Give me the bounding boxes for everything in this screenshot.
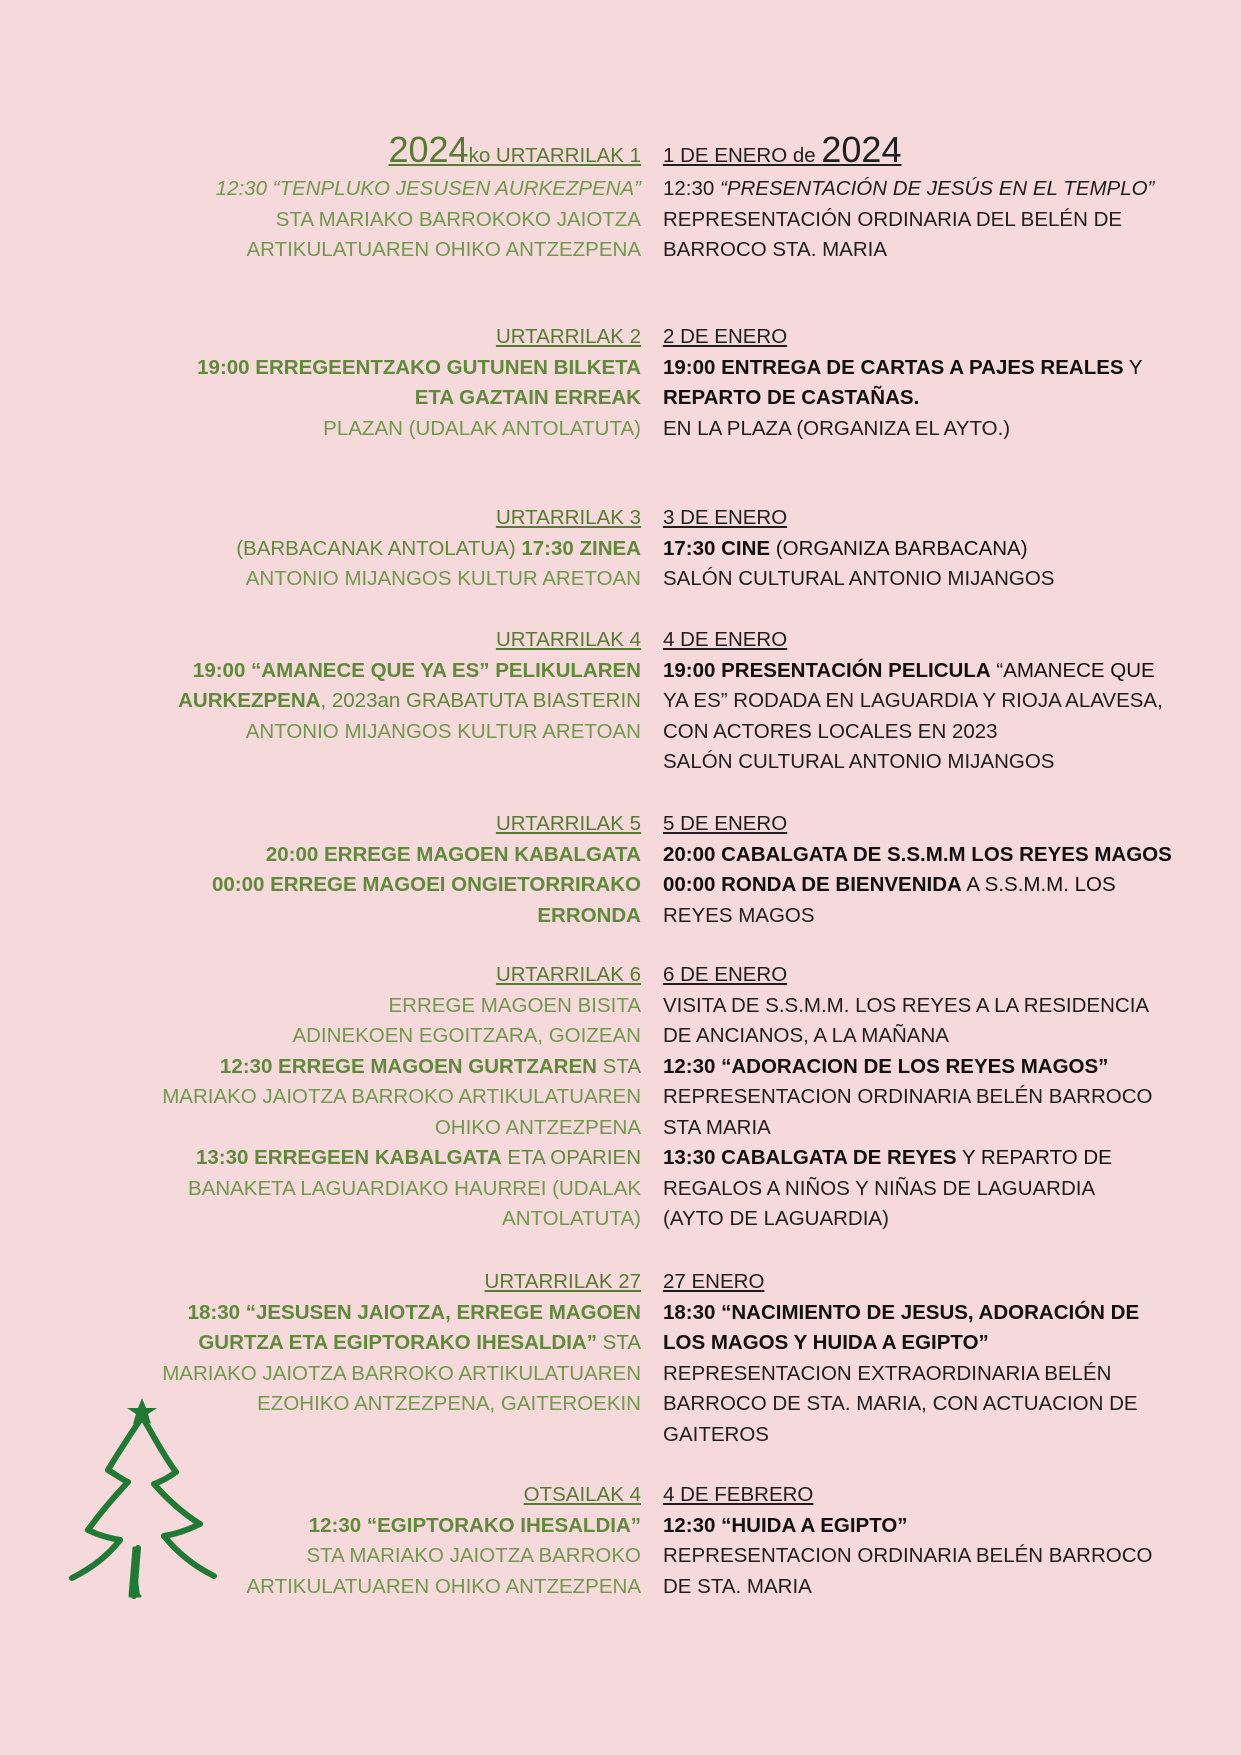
date-heading: [81, 1267, 641, 1298]
event-text-line: [81, 414, 641, 445]
event-text-line: [663, 353, 1183, 384]
event-text: (BARBACANAK ANTOLATUA): [236, 536, 522, 560]
basque-column: [81, 129, 641, 266]
event-text: REPRESENTACION ORDINARIA BELÉN BARROCO: [663, 1085, 1153, 1108]
event-text-line: [81, 235, 641, 266]
spanish-column: [663, 503, 1183, 595]
event-text-line: [81, 1359, 641, 1390]
event-text-line: [663, 205, 1183, 236]
event-highlight-text: 13:30 CABALGATA DE REYES: [663, 1146, 957, 1169]
event-text-line: [81, 564, 641, 595]
event-text-line: [663, 1420, 1183, 1451]
spanish-column: [663, 1480, 1183, 1602]
event-highlight-text: AURKEZPENA: [178, 689, 321, 712]
event-text: 27 ENERO: [663, 1270, 765, 1293]
event-text-line: [81, 1204, 641, 1235]
event-text-line: [663, 686, 1183, 717]
year-text: 2024: [821, 129, 902, 170]
spanish-column: [663, 625, 1183, 778]
event-text: STA MARIAKO BARROKOKO JAIOTZA: [275, 207, 641, 231]
date-heading: [663, 625, 1183, 656]
event-text-line: [81, 1113, 641, 1144]
event-text-line: [81, 1174, 641, 1205]
event-text-line: [663, 717, 1183, 748]
event-text: OHIKO ANTZEZPENA: [434, 1115, 641, 1139]
event-text-line: [663, 1389, 1183, 1420]
event-text: BARROCO DE STA. MARIA, CON ACTUACION DE: [663, 1392, 1138, 1415]
event-text-line: [663, 1082, 1183, 1113]
event-text: OTSAILAK 4: [523, 1483, 641, 1506]
event-text-line: [663, 991, 1183, 1022]
event-text: ARTIKULATUAREN OHIKO ANTZEZPENA: [246, 238, 641, 261]
spanish-column: [663, 1267, 1183, 1450]
date-heading: [81, 625, 641, 656]
date-heading: [663, 129, 1183, 174]
date-heading: [81, 960, 641, 991]
spanish-column: [663, 129, 1183, 266]
event-highlight-text: ERRONDA: [537, 903, 641, 927]
date-heading: [663, 1480, 1183, 1511]
event-highlight-text: 18:30 “JESUSEN JAIOTZA, ERREGE MAGOEN: [187, 1300, 641, 1324]
event-text-line: [81, 534, 641, 565]
event-highlight-text: 17:30 ZINEA: [521, 536, 641, 560]
event-text-line: [81, 901, 641, 932]
event-text: URTARRILAK 2: [495, 325, 641, 348]
event-text: URTARRILAK 3: [495, 506, 641, 529]
event-text: STA: [596, 1331, 641, 1354]
event-title-italic: “PRESENTACIÓN DE JESÚS EN EL TEMPLO”: [720, 177, 1155, 200]
event-text-line: [663, 840, 1183, 871]
event-text-line: [663, 1359, 1183, 1390]
date-heading: [663, 960, 1183, 991]
event-text: 3 DE ENERO: [663, 506, 788, 529]
event-text: REPRESENTACION EXTRAORDINARIA BELÉN: [663, 1361, 1112, 1385]
basque-column: [81, 322, 641, 444]
event-text: 2 DE ENERO: [663, 325, 788, 348]
event-text: 5 DE ENERO: [663, 812, 788, 835]
event-text: 6 DE ENERO: [663, 963, 788, 986]
event-text: ANTOLATUTA): [502, 1207, 641, 1230]
event-text: Y: [1123, 355, 1143, 379]
event-text: ARTIKULATUAREN OHIKO ANTZEZPENA: [246, 1574, 641, 1598]
event-text: EN LA PLAZA (ORGANIZA EL AYTO.): [663, 416, 1011, 440]
event-text-line: [81, 840, 641, 871]
event-highlight-text: 19:00 “AMANECE QUE YA ES” PELIKULAREN: [192, 658, 641, 682]
date-heading: [81, 809, 641, 840]
event-text: STA MARIA: [663, 1115, 771, 1139]
event-text: GAITEROS: [663, 1422, 769, 1446]
event-text-line: [81, 174, 641, 205]
event-text-line: [81, 686, 641, 717]
event-text-line: [663, 901, 1183, 932]
event-highlight-text: 12:30 “EGIPTORAKO IHESALDIA”: [308, 1513, 641, 1537]
date-heading: [663, 503, 1183, 534]
event-text-line: [663, 1328, 1183, 1359]
event-text: REGALOS A NIÑOS Y NIÑAS DE LAGUARDIA: [663, 1176, 1096, 1200]
event-highlight-text: 12:30 “HUIDA A EGIPTO”: [663, 1513, 908, 1537]
event-text: STA: [596, 1054, 641, 1078]
event-highlight-text: 18:30 “NACIMIENTO DE JESUS, ADORACIÓN DE: [663, 1300, 1140, 1324]
event-text: MARIAKO JAIOTZA BARROKO ARTIKULATUAREN: [162, 1085, 641, 1108]
event-text: REPRESENTACION ORDINARIA BELÉN BARROCO: [663, 1544, 1153, 1567]
event-highlight-text: 00:00 ERREGE MAGOEI ONGIETORRIRAKO: [211, 873, 641, 896]
event-text-line: [81, 656, 641, 687]
event-text: ERREGE MAGOEN BISITA: [388, 993, 641, 1017]
event-text: 1 DE ENERO de: [663, 144, 822, 167]
event-text-line: [663, 1572, 1183, 1603]
event-text: URTARRILAK 5: [495, 812, 641, 835]
event-highlight-text: 00:00 RONDA DE BIENVENIDA: [663, 873, 962, 896]
event-text-line: [81, 991, 641, 1022]
date-heading: [81, 503, 641, 534]
event-text: DE ANCIANOS, A LA MAÑANA: [663, 1024, 949, 1047]
event-text-line: [663, 564, 1183, 595]
event-highlight-text: 19:00 ERREGEENTZAKO GUTUNEN BILKETA: [197, 355, 641, 379]
event-text: A S.S.M.M. LOS: [961, 873, 1116, 896]
event-text-line: [663, 1541, 1183, 1572]
year-text: 2024: [388, 129, 469, 170]
event-text: REYES MAGOS: [663, 903, 815, 927]
event-text-line: [663, 747, 1183, 778]
event-text: SALÓN CULTURAL ANTONIO MIJANGOS: [663, 567, 1055, 590]
event-text-line: [81, 1021, 641, 1052]
basque-column: [81, 960, 641, 1235]
date-heading: [663, 809, 1183, 840]
event-text: VISITA DE S.S.M.M. LOS REYES A LA RESIDENCIA: [663, 993, 1150, 1017]
event-text: ETA OPARIEN: [501, 1146, 641, 1169]
event-text-line: [81, 1143, 641, 1174]
event-text: 4 DE ENERO: [663, 628, 788, 651]
event-text-line: [81, 870, 641, 901]
event-text-line: [663, 1298, 1183, 1329]
date-heading: [663, 1267, 1183, 1298]
event-text: ko URTARRILAK 1: [468, 144, 641, 167]
event-text: REPRESENTACIÓN ORDINARIA DEL BELÉN DE: [663, 207, 1123, 231]
event-text: BARROCO STA. MARIA: [663, 238, 888, 261]
event-text: STA MARIAKO JAIOTZA BARROKO: [306, 1544, 641, 1567]
event-text: SALÓN CULTURAL ANTONIO MIJANGOS: [663, 750, 1055, 773]
basque-column: [81, 809, 641, 931]
event-text-line: [663, 1143, 1183, 1174]
christmas-tree-icon: [68, 1398, 218, 1604]
event-text-line: [663, 870, 1183, 901]
event-text: PLAZAN (UDALAK ANTOLATUTA): [323, 416, 641, 440]
event-text: URTARRILAK 27: [484, 1270, 641, 1293]
event-highlight-text: 20:00 CABALGATA DE S.S.M.M LOS REYES MAGOS: [663, 842, 1172, 866]
event-text: EZOHIKO ANTZEZPENA, GAITEROEKIN: [257, 1392, 641, 1415]
event-text: YA ES” RODADA EN LAGUARDIA Y RIOJA ALAVESA,: [663, 689, 1163, 712]
event-text: ANTONIO MIJANGOS KULTUR ARETOAN: [245, 719, 641, 743]
event-highlight-text: LOS MAGOS Y HUIDA A EGIPTO”: [663, 1331, 989, 1354]
event-text-line: [81, 205, 641, 236]
event-text-line: [81, 1052, 641, 1083]
event-text-line: [663, 1021, 1183, 1052]
event-text: BANAKETA LAGUARDIAKO HAURREI (UDALAK: [187, 1176, 641, 1200]
event-text: (AYTO DE LAGUARDIA): [663, 1207, 889, 1230]
event-text-line: [81, 383, 641, 414]
event-text-line: [663, 1174, 1183, 1205]
spanish-column: [663, 960, 1183, 1235]
event-text-line: [663, 414, 1183, 445]
event-text-line: [81, 1328, 641, 1359]
date-heading: [663, 322, 1183, 353]
event-text-line: [81, 353, 641, 384]
event-text: URTARRILAK 4: [495, 628, 641, 651]
event-text: , 2023an GRABATUTA BIASTERIN: [320, 689, 641, 712]
event-text-line: [663, 174, 1183, 205]
event-text-line: [663, 1204, 1183, 1235]
event-highlight-text: 20:00 ERREGE MAGOEN KABALGATA: [265, 842, 641, 866]
event-highlight-text: 19:00 PRESENTACIÓN PELICULA: [663, 658, 991, 682]
event-text: ADINEKOEN EGOITZARA, GOIZEAN: [292, 1024, 641, 1047]
event-text: ANTONIO MIJANGOS KULTUR ARETOAN: [245, 567, 641, 590]
event-text-line: [663, 1052, 1183, 1083]
event-title-italic: 12:30 “TENPLUKO JESUSEN AURKEZPENA”: [215, 177, 641, 200]
event-text: 12:30: [663, 177, 720, 200]
date-heading: [81, 129, 641, 174]
event-text-line: [663, 656, 1183, 687]
event-text: “AMANECE QUE: [990, 658, 1155, 682]
event-highlight-text: 12:30 ERREGE MAGOEN GURTZAREN: [219, 1054, 597, 1078]
event-text-line: [663, 534, 1183, 565]
event-highlight-text: 19:00 ENTREGA DE CARTAS A PAJES REALES: [663, 355, 1124, 379]
event-text: DE STA. MARIA: [663, 1574, 812, 1598]
event-text: URTARRILAK 6: [495, 963, 641, 986]
event-text-line: [81, 1298, 641, 1329]
event-text-line: [81, 1082, 641, 1113]
event-text-line: [663, 235, 1183, 266]
event-text-line: [663, 1511, 1183, 1542]
event-highlight-text: 17:30 CINE: [663, 536, 771, 560]
event-text: 4 DE FEBRERO: [663, 1483, 814, 1506]
event-highlight-text: ETA GAZTAIN ERREAK: [414, 386, 641, 409]
event-highlight-text: 13:30 ERREGEEN KABALGATA: [195, 1146, 502, 1169]
event-text-line: [663, 1113, 1183, 1144]
event-text: CON ACTORES LOCALES EN 2023: [663, 719, 998, 743]
spanish-column: [663, 809, 1183, 931]
spanish-column: [663, 322, 1183, 444]
date-heading: [81, 322, 641, 353]
event-highlight-text: REPARTO DE CASTAÑAS.: [663, 386, 920, 409]
event-text-line: [81, 717, 641, 748]
event-text-line: [663, 383, 1183, 414]
basque-column: [81, 503, 641, 595]
event-text: Y REPARTO DE: [956, 1146, 1112, 1169]
event-text: MARIAKO JAIOTZA BARROKO ARTIKULATUAREN: [162, 1361, 641, 1385]
basque-column: [81, 1267, 641, 1420]
event-highlight-text: 12:30 “ADORACION DE LOS REYES MAGOS”: [663, 1054, 1109, 1078]
event-text: (ORGANIZA BARBACANA): [770, 536, 1028, 560]
basque-column: [81, 625, 641, 747]
event-highlight-text: GURTZA ETA EGIPTORAKO IHESALDIA”: [198, 1331, 597, 1354]
